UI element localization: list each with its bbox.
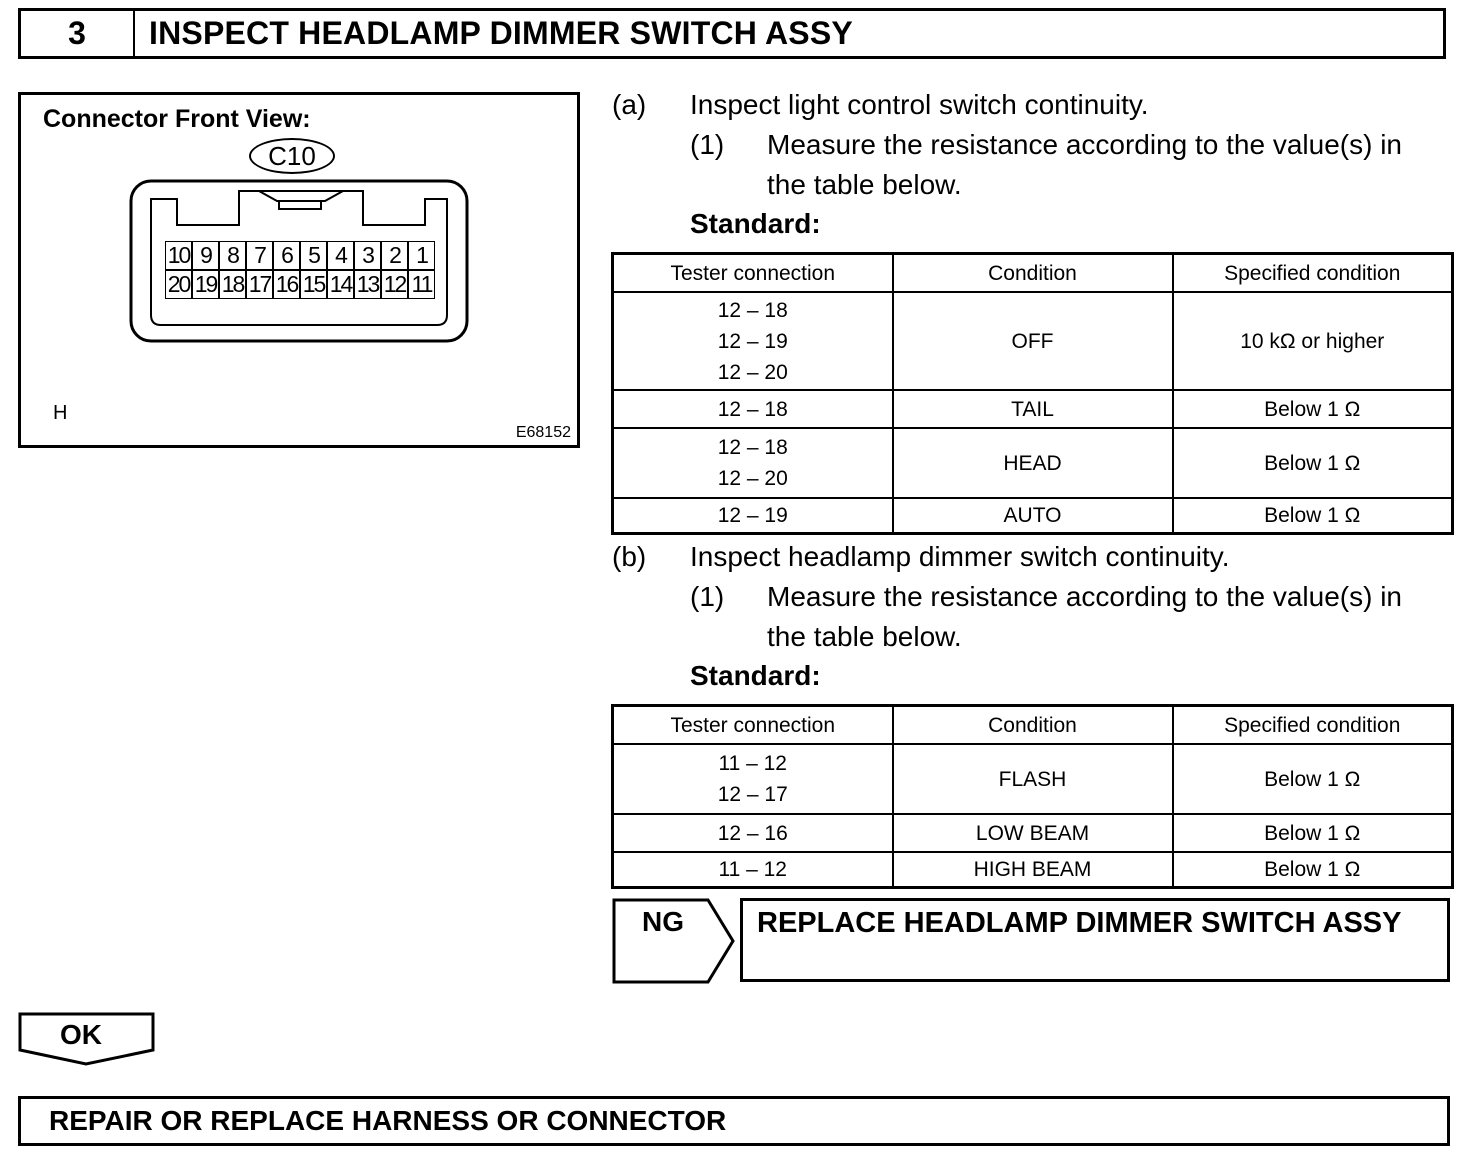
table-row xyxy=(613,852,1453,887)
connector-pin: 3 xyxy=(354,241,381,270)
connector-pin: 6 xyxy=(273,241,300,270)
table-row xyxy=(613,498,1453,533)
connector-pin: 11 xyxy=(408,270,435,299)
table-header-row xyxy=(613,254,1453,293)
connector-pin: 2 xyxy=(381,241,408,270)
spec-table-light-control xyxy=(611,252,1454,535)
step-b1-text-line1: Measure the resistance according to the value(s) in xyxy=(767,581,1402,612)
figure-title: Connector Front View: xyxy=(43,105,311,133)
tester-connection-cell: 12 – 19 xyxy=(613,498,893,533)
figure-code: E68152 xyxy=(515,424,571,441)
standard-label-a: Standard: xyxy=(690,208,821,239)
connector-id-badge: C10 xyxy=(249,138,335,174)
connector-pin: 13 xyxy=(354,270,381,299)
specified-condition-cell: 10 kΩ or higher xyxy=(1173,292,1453,390)
step-number: 3 xyxy=(21,11,135,56)
ng-action-box: REPLACE HEADLAMP DIMMER SWITCH ASSY xyxy=(740,898,1450,982)
connector-figure xyxy=(18,92,580,448)
table-header-row xyxy=(613,706,1453,745)
tester-connection-cell: 12 – 18 12 – 19 12 – 20 xyxy=(613,292,893,390)
step-a-text: Inspect light control switch continuity. xyxy=(690,89,1149,120)
specified-condition-cell: Below 1 Ω xyxy=(1173,814,1453,852)
tester-connection-cell: 11 – 12 12 – 17 xyxy=(613,744,893,814)
table-header-specified-condition: Specified condition xyxy=(1173,706,1453,745)
step-header xyxy=(18,8,1446,59)
step-b1-text-line2: the table below. xyxy=(767,621,962,652)
table-row xyxy=(613,390,1453,428)
connector-pin: 8 xyxy=(219,241,246,270)
connector-pin: 10 xyxy=(165,241,192,270)
connector-pin: 15 xyxy=(300,270,327,299)
connector-pin: 12 xyxy=(381,270,408,299)
table-row xyxy=(613,292,1453,390)
ng-label: NG xyxy=(642,906,684,937)
condition-cell: TAIL xyxy=(893,390,1173,428)
connector-pin: 4 xyxy=(327,241,354,270)
table-row xyxy=(613,428,1453,498)
step-a-marker: (a) xyxy=(612,89,647,120)
step-b-marker: (b) xyxy=(612,541,647,572)
step-title: INSPECT HEADLAMP DIMMER SWITCH ASSY xyxy=(149,15,853,51)
spec-table-dimmer-switch xyxy=(611,704,1454,889)
specified-condition-cell: Below 1 Ω xyxy=(1173,744,1453,814)
table-header-tester-connection: Tester connection xyxy=(613,254,893,293)
standard-label-b: Standard: xyxy=(690,660,821,691)
tester-connection-cell: 12 – 18 xyxy=(613,390,893,428)
condition-cell: OFF xyxy=(893,292,1173,390)
specified-condition-cell: Below 1 Ω xyxy=(1173,852,1453,887)
tester-connection-cell: 12 – 18 12 – 20 xyxy=(613,428,893,498)
condition-cell: HIGH BEAM xyxy=(893,852,1173,887)
connector-pin: 20 xyxy=(165,270,192,299)
connector-pin: 16 xyxy=(273,270,300,299)
condition-cell: HEAD xyxy=(893,428,1173,498)
specified-condition-cell: Below 1 Ω xyxy=(1173,428,1453,498)
condition-cell: FLASH xyxy=(893,744,1173,814)
tester-connection-cell: 12 – 16 xyxy=(613,814,893,852)
connector-pin: 19 xyxy=(192,270,219,299)
connector-pin: 9 xyxy=(192,241,219,270)
ok-label: OK xyxy=(60,1019,102,1050)
step-a1-text-line2: the table below. xyxy=(767,169,962,200)
connector-pin: 7 xyxy=(246,241,273,270)
connector-pin: 1 xyxy=(408,241,435,270)
step-b-text: Inspect headlamp dimmer switch continuity. xyxy=(690,541,1230,572)
step-b1-marker: (1) xyxy=(690,581,725,612)
figure-view-label: H xyxy=(53,402,68,424)
step-a1-marker: (1) xyxy=(690,129,725,160)
step-a1-text-line1: Measure the resistance according to the value(s) in xyxy=(767,129,1402,160)
ok-action-box: REPAIR OR REPLACE HARNESS OR CONNECTOR xyxy=(18,1096,1450,1146)
table-row xyxy=(613,814,1453,852)
condition-cell: AUTO xyxy=(893,498,1173,533)
connector-pin: 5 xyxy=(300,241,327,270)
connector-pin: 18 xyxy=(219,270,246,299)
table-header-condition: Condition xyxy=(893,706,1173,745)
condition-cell: LOW BEAM xyxy=(893,814,1173,852)
table-row xyxy=(613,744,1453,814)
table-header-tester-connection: Tester connection xyxy=(613,706,893,745)
table-header-specified-condition: Specified condition xyxy=(1173,254,1453,293)
specified-condition-cell: Below 1 Ω xyxy=(1173,498,1453,533)
table-header-condition: Condition xyxy=(893,254,1173,293)
connector-pin: 17 xyxy=(246,270,273,299)
tester-connection-cell: 11 – 12 xyxy=(613,852,893,887)
specified-condition-cell: Below 1 Ω xyxy=(1173,390,1453,428)
connector-pin: 14 xyxy=(327,270,354,299)
